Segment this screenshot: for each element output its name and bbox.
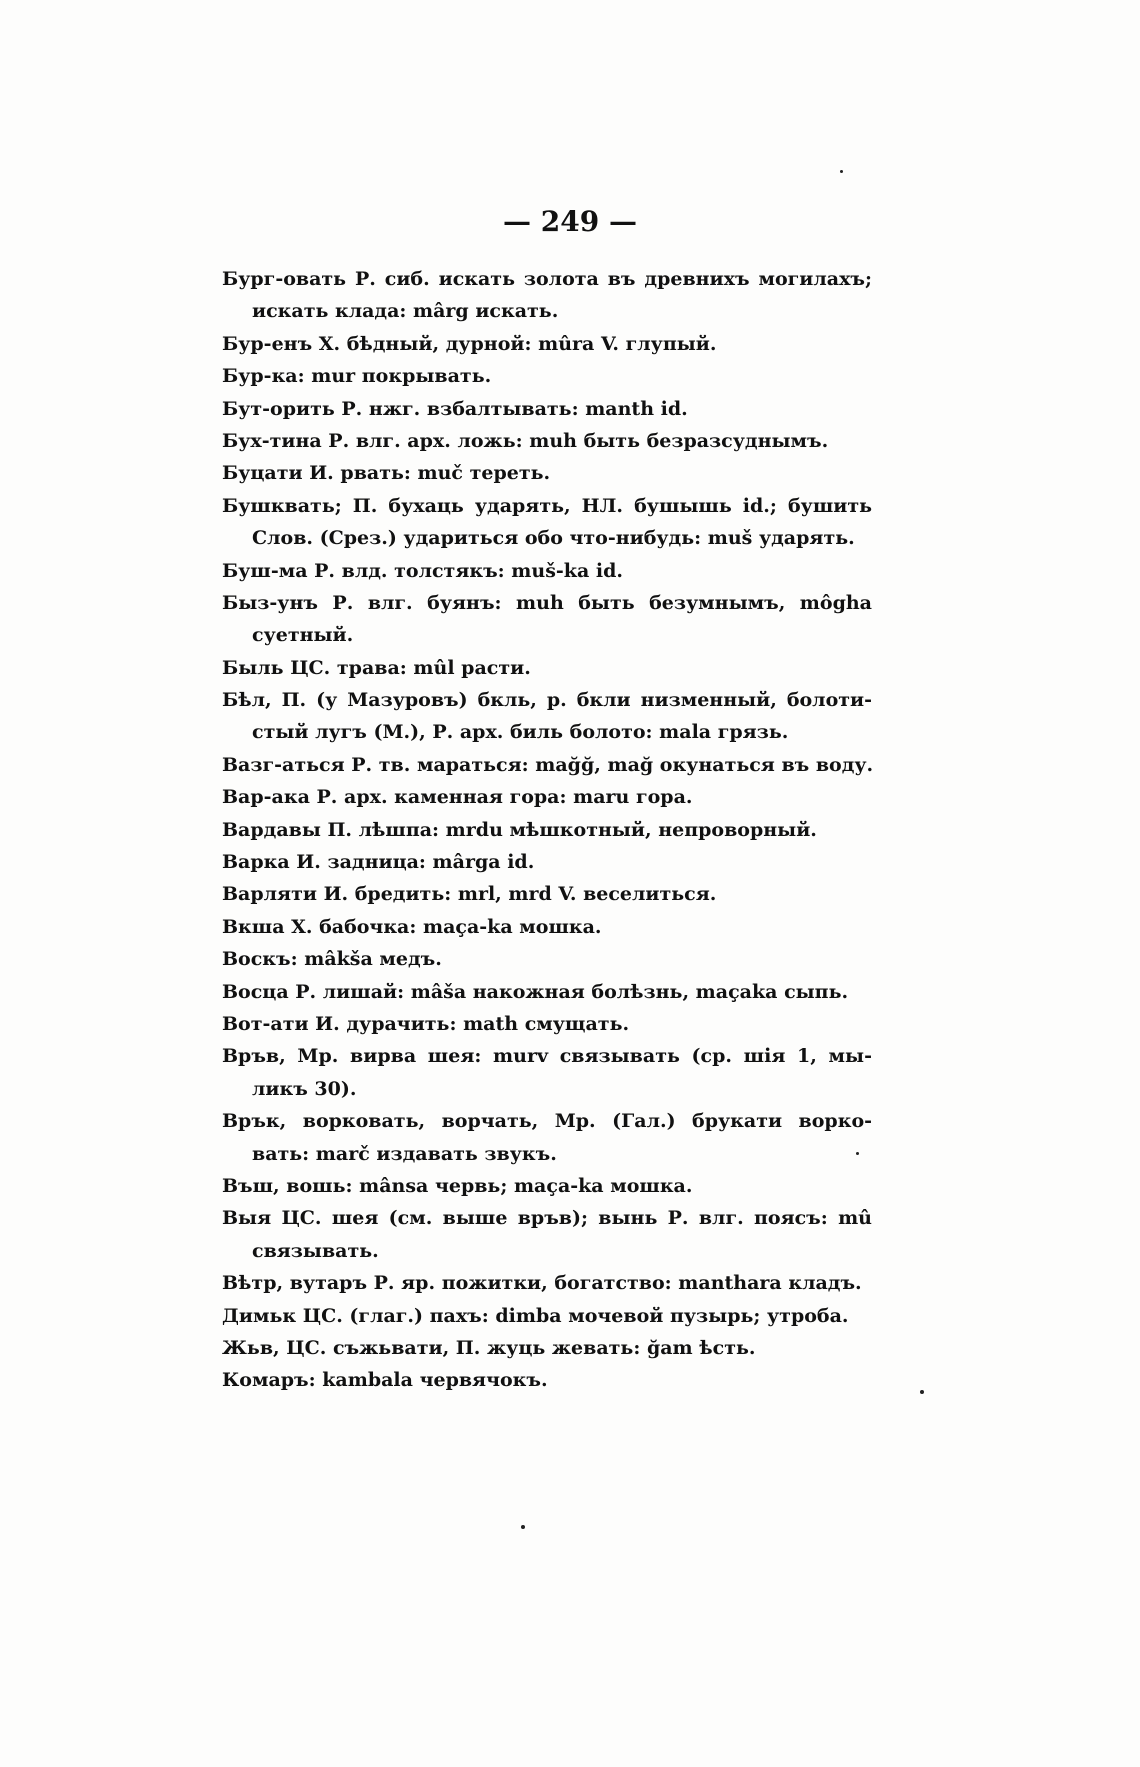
entry-line: Быз-унъ Р. влг. буянъ: muh быть безумнымъ, môgha: [222, 591, 872, 614]
entry-line: Буш-ма Р. влд. толстякъ: muš-ka id.: [222, 559, 623, 582]
entry-line: Бушквать; П. бухаць ударять, НЛ. бушышь id.; бушить: [222, 494, 872, 517]
entry-line: Въш, вошь: mânsa червь; maça-ka мошка.: [222, 1174, 693, 1197]
entry-line: Бѣл, П. (у Мазуровъ) бкль, р. бкли низменный, болоти-: [222, 689, 872, 712]
entry-line: стый лугъ (М.), Р. арх. биль болото: mala грязь.: [252, 721, 789, 744]
entry-line: Варка И. задница: mârga id.: [222, 851, 535, 874]
page-number: — 249 —: [503, 205, 637, 238]
entry-line: Воскъ: mâkša медъ.: [222, 948, 442, 971]
print-speck: [840, 170, 843, 173]
entry-line: Бут-орить Р. нжг. взбалтывать: manth id.: [222, 397, 688, 420]
entry-line: Димьк ЦС. (глаг.) пахъ: dimba мочевой пузырь; утроба.: [222, 1304, 849, 1327]
print-speck: [521, 1525, 525, 1529]
entry-line: Вардавы П. лѣшпа: mrdu мѣшкотный, непроворный.: [222, 818, 817, 841]
entry-line: Бург-овать Р. сиб. искать золота въ древнихъ могилахъ;: [222, 268, 872, 290]
dictionary-text: [222, 263, 872, 1397]
entry-line: Слов. (Срез.) удариться обо что-нибудь: muš ударять.: [252, 527, 855, 550]
entry-line: Быль ЦС. трава: mûl расти.: [222, 656, 531, 679]
entry-line: искать клада: mârg искать.: [252, 300, 559, 323]
entry-line: Вар-ака Р. арх. каменная гора: maru гора.: [222, 786, 693, 809]
entry-line: Бух-тина Р. влг. арх. ложь: muh быть безразсуднымъ.: [222, 429, 829, 452]
entry-line: Варляти И. бредить: mrl, mrd V. веселиться.: [222, 883, 717, 906]
entry-line: Восца Р. лишай: mâša накожная болѣзнь, maçaka сыпь.: [222, 980, 849, 1003]
entry-line: Вазг-аться Р. тв. мараться: mağğ, mağ окунаться въ воду.: [222, 753, 874, 776]
print-speck: [856, 1152, 859, 1155]
entry-line: Врък, ворковать, ворчать, Мр. (Гал.) брукати ворко-: [222, 1110, 872, 1133]
entry-line: Буцати И. рвать: muč тереть.: [222, 462, 551, 485]
entry-line: Вот-ати И. дурачить: math смущать.: [222, 1012, 630, 1035]
entry-line: суетный.: [252, 624, 354, 647]
entry-line: Комаръ: kambala червячокъ.: [222, 1369, 548, 1392]
entry-line: Вкша Х. бабочка: maça-ka мошка.: [222, 915, 602, 938]
print-speck: [920, 1390, 924, 1394]
entry-line: вать: marč издавать звукъ.: [252, 1142, 557, 1165]
entry-line: Вѣтр, вутаръ Р. яр. пожитки, богатство: manthara кладъ.: [222, 1272, 862, 1295]
entry-line: Бур-енъ Х. бѣдный, дурной: mûra V. глупый.: [222, 332, 717, 355]
entry-line: Выя ЦС. шея (см. выше връв); вынь Р. влг. поясъ: mû: [222, 1207, 872, 1230]
entry-line: Връв, Мр. вирва шея: murv связывать (ср. шія 1, мы-: [222, 1045, 872, 1068]
entry-line: связывать.: [252, 1239, 379, 1262]
entry-line: Жьв, ЦС. съжьвати, П. жуць жевать: ğam ѣсть.: [222, 1336, 756, 1359]
entry-line: Бур-ка: mur покрывать.: [222, 365, 492, 388]
entry-line: ликъ 30).: [252, 1077, 357, 1100]
